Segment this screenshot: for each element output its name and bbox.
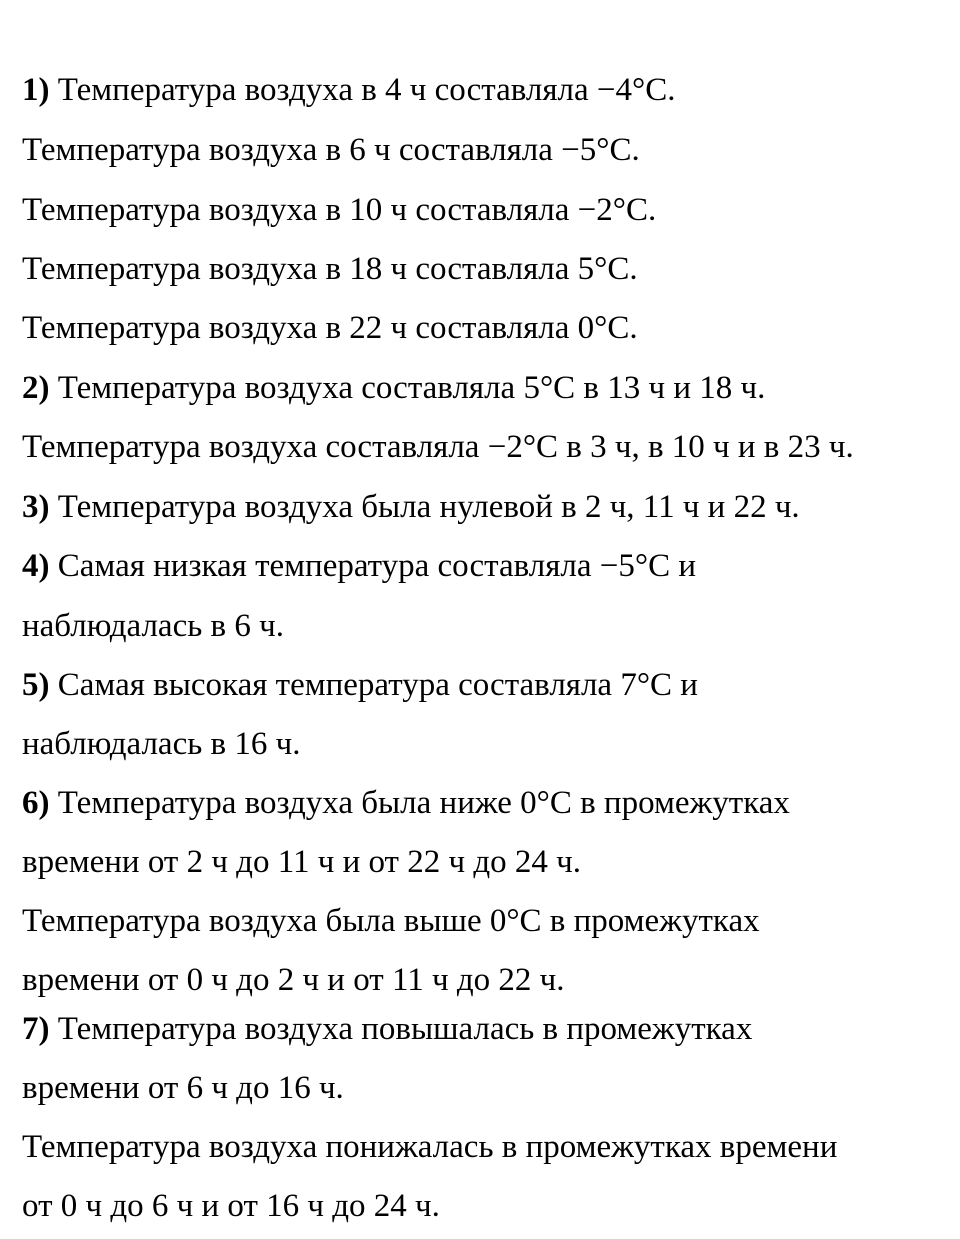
item-number: 6): [22, 785, 50, 821]
answer-line: [22, 960, 564, 1000]
line-text: времени от 6 ч до 16 ч.: [22, 1070, 344, 1106]
answer-line: [22, 724, 300, 764]
item-number: 2): [22, 370, 50, 406]
answer-line: [22, 487, 800, 527]
line-text: Самая низкая температура составляла −5°С и: [49, 548, 697, 584]
line-text: наблюдалась в 16 ч.: [22, 726, 301, 762]
line-text: Температура воздуха составляла −2°С в 3 ч, в 10 ч и в 23 ч.: [22, 429, 854, 465]
answer-line: [22, 190, 656, 230]
line-text: от 0 ч до 6 ч и от 16 ч до 24 ч.: [22, 1188, 440, 1224]
answer-line: [22, 1009, 752, 1049]
item-number: 7): [22, 1011, 50, 1047]
answer-line: [22, 901, 760, 941]
answer-line: [22, 130, 640, 170]
item-number: 1): [22, 72, 50, 108]
answer-line: [22, 70, 675, 110]
item-number: 4): [22, 548, 50, 584]
line-text: Температура воздуха составляла 5°С в 13 ч и 18 ч.: [49, 370, 766, 406]
line-text: Температура воздуха в 22 ч составляла 0°С.: [22, 310, 638, 346]
answer-line: [22, 308, 638, 348]
line-text: Самая высокая температура составляла 7°С и: [49, 667, 698, 703]
answer-line: [22, 606, 284, 646]
line-text: Температура воздуха повышалась в промежутках: [49, 1011, 753, 1047]
line-text: Температура воздуха в 10 ч составляла −2°С.: [22, 192, 657, 228]
answer-line: [22, 368, 765, 408]
line-text: Температура воздуха была ниже 0°С в промежутках: [49, 785, 790, 821]
answer-line: [22, 1186, 440, 1226]
line-text: наблюдалась в 6 ч.: [22, 608, 284, 644]
answer-line: [22, 427, 854, 467]
item-number: 3): [22, 489, 50, 525]
line-text: Температура воздуха в 6 ч составляла −5°С.: [22, 132, 640, 168]
line-text: Температура воздуха в 4 ч составляла −4°С.: [49, 72, 676, 108]
answer-line: [22, 546, 696, 586]
item-number: 5): [22, 667, 50, 703]
answer-line: [22, 1127, 837, 1167]
answer-line: [22, 842, 581, 882]
line-text: Температура воздуха в 18 ч составляла 5°С.: [22, 251, 638, 287]
line-text: Температура воздуха понижалась в промежутках времени: [22, 1129, 838, 1165]
answer-line: [22, 665, 698, 705]
line-text: Температура воздуха была нулевой в 2 ч, 11 ч и 22 ч.: [49, 489, 800, 525]
line-text: времени от 2 ч до 11 ч и от 22 ч до 24 ч.: [22, 844, 581, 880]
answer-line: [22, 783, 790, 823]
line-text: Температура воздуха была выше 0°С в промежутках: [22, 903, 760, 939]
answer-line: [22, 249, 638, 289]
line-text: времени от 0 ч до 2 ч и от 11 ч до 22 ч.: [22, 962, 565, 998]
answer-line: [22, 1068, 344, 1108]
